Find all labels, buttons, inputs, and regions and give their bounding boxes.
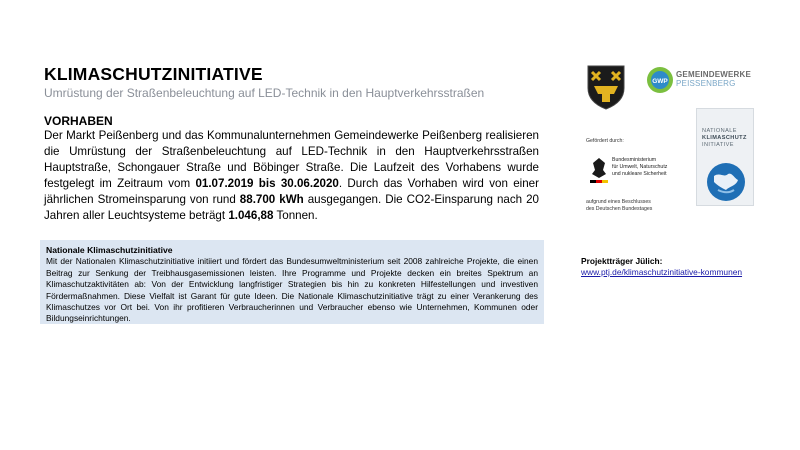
bundesadler-icon: [590, 156, 608, 189]
date-range: 01.07.2019 bis 30.06.2020: [195, 177, 339, 191]
bmu-line-3: und nukleare Sicherheit: [612, 171, 667, 177]
nki-line-1: NATIONALE: [702, 128, 737, 134]
gwp-badge-text: GWP: [652, 78, 668, 85]
bmu-line-1: Bundesministerium: [612, 157, 657, 163]
info-box-title: Nationale Klimaschutzinitiative: [46, 245, 173, 255]
nki-line-3: INITIATIVE: [702, 142, 734, 148]
nki-wordmark: [702, 128, 747, 149]
bmu-foot-line-1: aufgrund eines Beschlusses: [586, 199, 651, 205]
info-box-nki: [40, 240, 544, 324]
page-title: KLIMASCHUTZINITIATIVE: [44, 64, 263, 84]
energy-savings: 88.700 kWh: [239, 193, 304, 207]
bmu-foot-line-2: des Deutschen Bundestages: [586, 206, 653, 212]
vorhaben-text: [44, 128, 539, 225]
projekttraeger-link[interactable]: www.ptj.de/klimaschutzinitiative-kommunen: [581, 267, 743, 277]
gwp-line-1: GEMEINDEWERKE: [676, 70, 752, 79]
bmu-logo-block: [586, 138, 686, 145]
globe-icon: [704, 162, 748, 207]
vorhaben-text-part-2: . Durch das Vorhaben wird von einer jährlichen Stromeinsparung von rund: [44, 177, 539, 207]
gwp-wordmark: [676, 70, 751, 88]
bmu-name: [612, 157, 687, 178]
vorhaben-text-part-4: Tonnen.: [273, 209, 318, 223]
projekttraeger-label: Projektträger Jülich:: [581, 256, 663, 266]
nki-line-2: KLIMASCHUTZ: [702, 135, 747, 141]
page-subtitle: Umrüstung der Straßenbeleuchtung auf LED-Technik in den Hauptverkehrsstraßen: [44, 86, 485, 100]
bmu-footnote: [586, 199, 652, 213]
coat-of-arms-logo: [586, 64, 626, 115]
bmu-line-2: für Umwelt, Naturschutz: [612, 164, 668, 170]
section-heading-vorhaben: VORHABEN: [44, 114, 113, 128]
vorhaben-text-part-3: ausgegangen. Die CO2-Einsparung nach 20 Jahren aller Leuchtsysteme beträgt: [44, 193, 539, 223]
co2-savings: 1.046,88: [228, 209, 274, 223]
vorhaben-text-part-1: Der Markt Peißenberg und das Kommunalunternehmen Gemeindewerke Peißenberg realisieren die Umrüstung der Straßenbeleuchtung auf LED-Technik in den Hauptverkehrsstraßen Hauptstraße, Schongauer Straße und Böbinger Straße. Die Laufzeit des Vorhabens wurde festgelegt im Zeitraum vom: [44, 129, 539, 191]
gwp-logo: [646, 66, 674, 99]
gwp-line-2: PEISSENBERG: [676, 79, 736, 88]
bmu-gefoerdert-label: Gefördert durch:: [586, 138, 624, 144]
info-box-text: Mit der Nationalen Klimaschutzinitiative initiiert und fördert das Bundesumweltministerium seit 2008 zahlreiche Projekte, die einen Beitrag zur Senkung der Treibhausgasemissionen leisten. Ihre Programme und Projekte decken ein breites Spektrum an Klimaschutzaktivitäten ab: Von der Entwicklung langfristiger Strategien bis hin zu konkreten Hilfestellungen und investiven Fördermaßnahmen. Diese Vielfalt ist Garant für gute Ideen. Die Nationale Klimaschutzinitiative trägt zu einer Verankerung des Klimaschutzes vor Ort bei. Von ihr profitieren Verbraucherinnen und Verbraucher ebenso wie Unternehmen, Kommunen oder Bildungseinrichtungen.: [46, 256, 538, 324]
